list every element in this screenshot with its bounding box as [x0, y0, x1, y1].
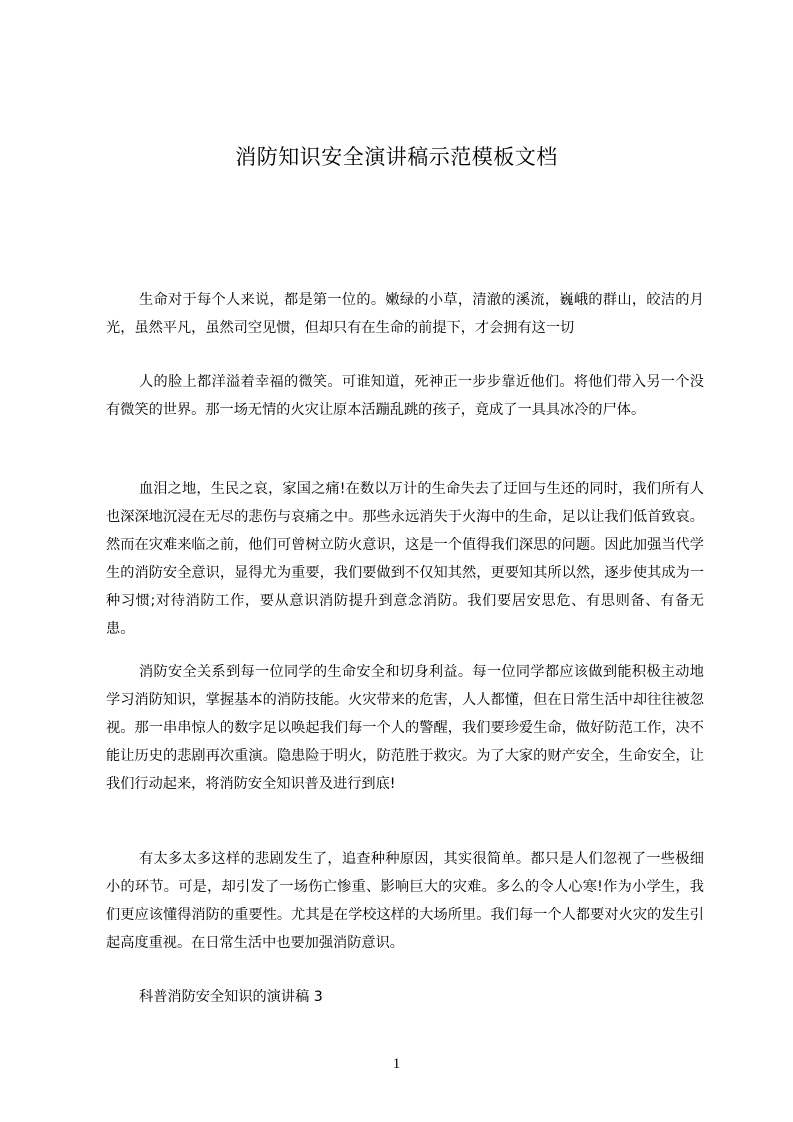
- document-title: 消防知识安全演讲稿示范模板文档: [235, 145, 558, 169]
- paragraph-neglected-details: 有太多太多这样的悲剧发生了，追查种种原因，其实很简单。都只是人们忽视了一些极细小的环节。可是，却引发了一场伤亡惨重、影响巨大的灾难。多么的令人心寒!作为小学生，我们更应该懂得消防的重要性。尤其是在学校这样的大场所里。我们每一个人都要对火灾的发生引起高度重视。在日常生活中也要加强消防意识。: [106, 851, 704, 951]
- paragraph-mourning-awareness: 血泪之地，生民之哀，家国之痛!在数以万计的生命失去了迂回与生还的同时，我们所有人也深深地沉浸在无尽的悲伤与哀痛之中。那些永远消失于火海中的生命，足以让我们低首致哀。然而在灾难来临之前，他们可曾树立防火意识，这是一个值得我们深思的问题。因此加强当代学生的消防安全意识，显得尤为重要，我们要做到不仅知其然，更要知其所以然，逐步使其成为一种习惯;对待消防工作，要从意识消防提升到意念消防。我们要居安思危、有思则备、有备无患。: [106, 481, 704, 637]
- paragraph-fire-tragedy: 人的脸上都洋溢着幸福的微笑。可谁知道，死神正一步步靠近他们。将他们带入另一个没有微笑的世界。那一场无情的火灾让原本活蹦乱跳的孩子，竟成了一具具冰冷的尸体。: [106, 374, 704, 418]
- page-number: 1: [392, 1056, 401, 1072]
- paragraph-fire-safety-importance: 消防安全关系到每一位同学的生命安全和切身利益。每一位同学都应该做到能积极主动地学习消防知识，掌握基本的消防技能。火灾带来的危害，人人都懂，但在日常生活中却往往被忽视。那一串串惊人的数字足以唤起我们每一个人的警醒，我们要珍爱生命，做好防范工作，决不能让历史的悲剧再次重演。隐患险于明火，防范胜于救灾。为了大家的财产安全，生命安全，让我们行动起来，将消防安全知识普及进行到底!: [106, 664, 704, 792]
- paragraph-life-value: 生命对于每个人来说，都是第一位的。嫩绿的小草，清澈的溪流，巍峨的群山，皎洁的月光，虽然平凡，虽然司空见惯，但却只有在生命的前提下，才会拥有这一切: [106, 292, 704, 336]
- section-heading-speech-3: 科普消防安全知识的演讲稿 3: [139, 989, 323, 1005]
